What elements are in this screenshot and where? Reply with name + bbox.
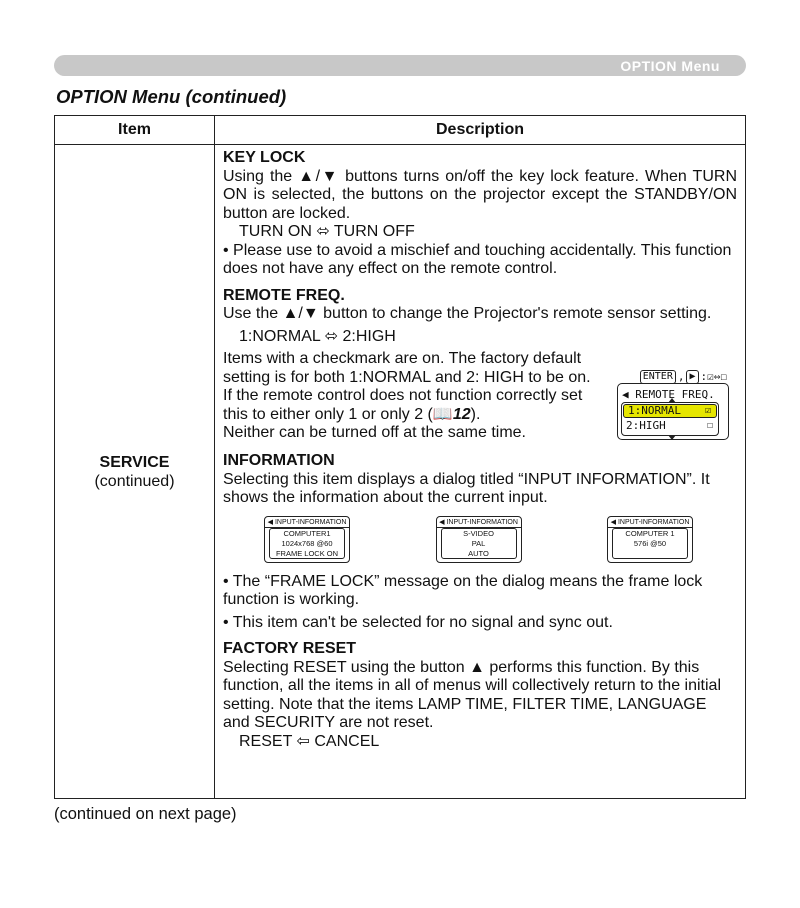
down-arrow-icon [668, 435, 676, 440]
checked-icon: ☑ [704, 405, 711, 416]
information-note-frame-lock: • The “FRAME LOCK” message on the dialog means the frame lock function is working. [223, 572, 703, 608]
remote-freq-body: Use the ▲/▼ button to change the Projector's remote sensor setting. [223, 305, 712, 322]
factory-reset-options: RESET ⇦ CANCEL [239, 732, 380, 750]
info-dialog-svideo: ◀ INPUT-INFORMATION S-VIDEO PAL AUTO [436, 516, 522, 563]
key-lock-body: Using the ▲/▼ buttons turns on/off the key lock feature. When TURN ON is selected, the buttons on the projector except the STANDBY/ON button are locked. [223, 167, 737, 222]
remote-freq-detail: Items with a checkmark are on. The factory default setting is for both 1:NORMAL and 2: HIGH to be on. If the remote control does not function correctly set this to either only 1 or only 2 (📖12). [223, 350, 591, 423]
remote-freq-options: 1:NORMAL ⬄ 2:HIGH [239, 327, 396, 345]
information-body: Selecting this item displays a dialog titled “INPUT INFORMATION”. It shows the information about the current input. [223, 470, 710, 506]
item-cell [55, 145, 215, 799]
table-row [55, 145, 746, 799]
factory-reset-body: Selecting RESET using the button ▲ performs this function. By this function, all the items in all of menus will collectively return to the initial setting. Note that the items LAMP TIME, FILTER TIME, LANGUAGE and SECURITY are not reset. [223, 658, 721, 731]
osd-row-high: 2:HIGH ☐ [626, 419, 713, 432]
book-icon: 📖 [432, 405, 453, 423]
key-lock-note: • Please use to avoid a mischief and touching accidentally. This function does not have any effect on the remote control. [223, 241, 732, 277]
info-dialog-computer: ◀ INPUT-INFORMATION COMPUTER1 1024x768 @60 FRAME LOCK ON [264, 516, 350, 563]
description-cell [215, 145, 746, 799]
enter-key-icon: ENTER [640, 370, 676, 384]
section-header-bar [54, 55, 746, 76]
information-note-no-signal: • This item can't be selected for no signal and sync out. [223, 613, 613, 631]
column-header-item: Item [55, 116, 215, 145]
item-sublabel: (continued) [94, 472, 175, 490]
table-header-row [55, 116, 746, 145]
info-dialog-computer-576i: ◀ INPUT-INFORMATION COMPUTER 1 576i @50 [607, 516, 693, 563]
page-reference: 12 [452, 405, 471, 423]
unchecked-icon: ☐ [706, 420, 713, 431]
remote-freq-heading: REMOTE FREQ. [223, 286, 345, 304]
information-heading: INFORMATION [223, 452, 335, 469]
information-dialogs [223, 516, 737, 563]
option-table [54, 115, 746, 799]
osd-row-normal: 1:NORMAL ☑ [623, 404, 717, 418]
play-key-icon: ▶ [686, 370, 698, 384]
page-title: OPTION Menu (continued) [56, 86, 287, 107]
toggle-hint: :☑⇔☐ [700, 370, 727, 383]
remote-freq-neither: Neither can be turned off at the same time. [223, 424, 526, 441]
column-header-description: Description [215, 116, 746, 145]
key-lock-heading: KEY LOCK [223, 149, 306, 166]
factory-reset-heading: FACTORY RESET [223, 640, 357, 657]
remote-freq-osd: ENTER , ▶ :☑⇔☐ ◀ REMOTE FREQ. 1:NORMAL ☑ 2:HIGH ☐ [617, 368, 735, 444]
section-header-label: OPTION Menu [620, 58, 720, 74]
continued-note: (continued on next page) [54, 805, 237, 823]
key-lock-options: TURN ON ⬄ TURN OFF [239, 223, 415, 240]
item-label: SERVICE [99, 453, 170, 471]
osd-title: ◀ REMOTE FREQ. [622, 388, 715, 401]
